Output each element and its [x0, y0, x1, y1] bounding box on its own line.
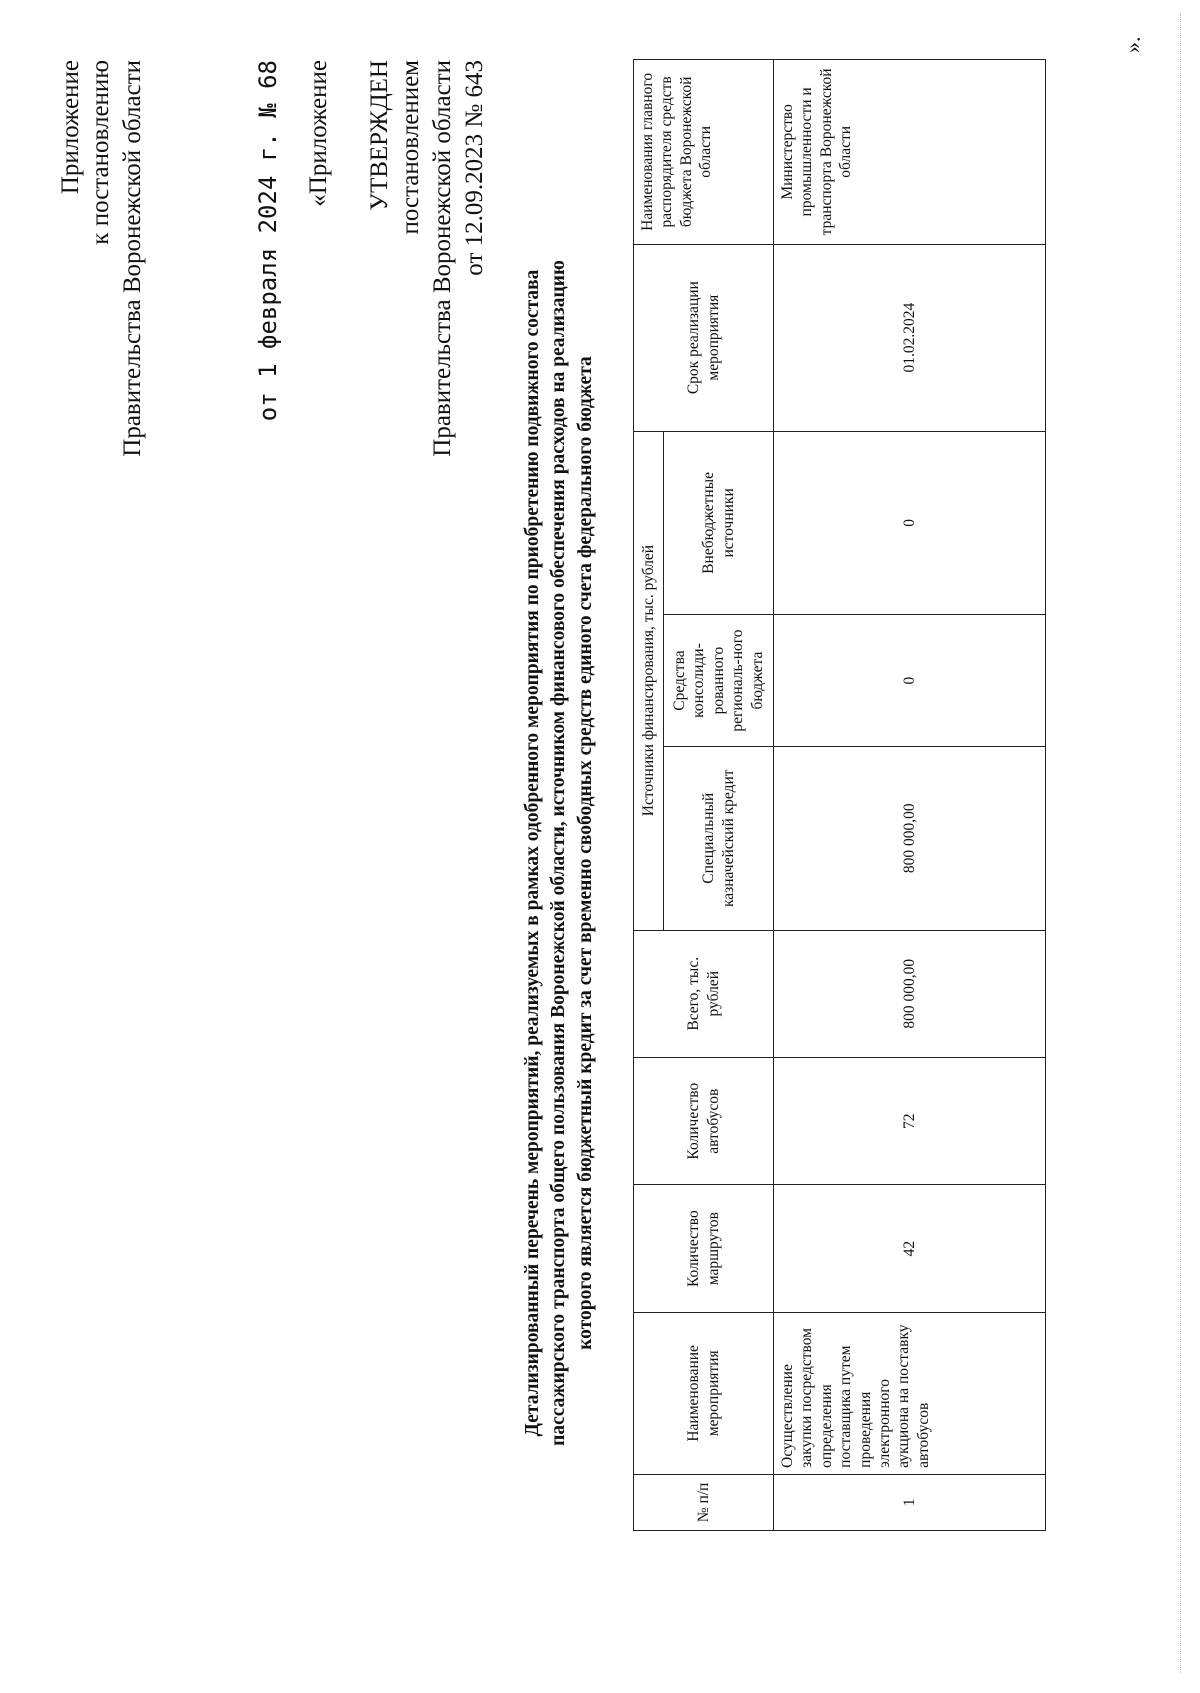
header-activity-name: Наименование мероприятия: [634, 1312, 774, 1474]
cell-deadline: 01.02.2024: [774, 244, 1046, 431]
header-line-appendix: Приложение: [57, 60, 84, 195]
header-budget-administrator: Наименования главного распорядителя средств бюджета Воронежской области: [634, 60, 774, 245]
activities-table: [633, 59, 1046, 1531]
header-regional-budget: Средства консолиди-рованного региональ-ного бюджета: [664, 615, 774, 747]
header-deadline: Срок реализации мероприятия: [634, 244, 774, 431]
cell-activity-name: Осуществление закупки посредством определения поставщика путем проведения электронного аукциона на поставку автобусов: [774, 1312, 1046, 1474]
cell-num: 1: [774, 1474, 1046, 1530]
approval-line-appendix: «Приложение: [305, 60, 332, 207]
cell-off-budget: 0: [774, 431, 1046, 615]
header-special-credit: Специальный казначейский кредит: [664, 746, 774, 930]
header-funding-sources: Источники финансирования, тыс. рублей: [634, 431, 664, 930]
header-total: Всего, тыс. рублей: [634, 930, 774, 1057]
header-line-date-number: от 1 февраля 2024 г. № 68: [254, 60, 282, 422]
header-off-budget: Внебюджетные источники: [664, 431, 774, 615]
header-routes-count: Количество маршрутов: [634, 1185, 774, 1312]
table-row: [774, 60, 1046, 1531]
cell-regional-budget: 0: [774, 615, 1046, 747]
cell-total: 800 000,00: [774, 930, 1046, 1057]
approval-line-by-resolution: постановлением: [397, 60, 424, 235]
closing-quote-mark: ».: [1120, 36, 1145, 53]
approval-line-government: Правительства Воронежской области: [429, 60, 456, 457]
title-line-3: которого является бюджетный кредит за счет временно свободных средств единого счета федерального бюджета: [574, 356, 596, 1350]
title-line-1: Детализированный перечень мероприятий, реализуемых в рамках одобренного мероприятия по приобретению подвижного состава: [522, 269, 543, 1437]
approval-line-date-number: от 12.09.2023 № 643: [461, 60, 488, 276]
cell-special-credit: 800 000,00: [774, 746, 1046, 930]
header-buses-count: Количество автобусов: [634, 1057, 774, 1184]
scan-edge-line: [1180, 13, 1181, 1673]
header-line-government: Правительства Воронежской области: [119, 60, 146, 457]
document-title: [520, 163, 599, 1543]
cell-buses-count: 72: [774, 1057, 1046, 1184]
header-num: № п/п: [634, 1474, 774, 1530]
approval-line-approved: УТВЕРЖДЕН: [366, 60, 393, 211]
cell-routes-count: 42: [774, 1185, 1046, 1312]
title-line-2: пассажирского транспорта общего пользования Воронежской области, источником финансового обеспечения расходов на реализацию: [548, 260, 570, 1446]
cell-budget-administrator: Министерство промышленности и транспорта Воронежской области: [774, 60, 1046, 245]
header-line-to-resolution: к постановлению: [87, 60, 114, 245]
